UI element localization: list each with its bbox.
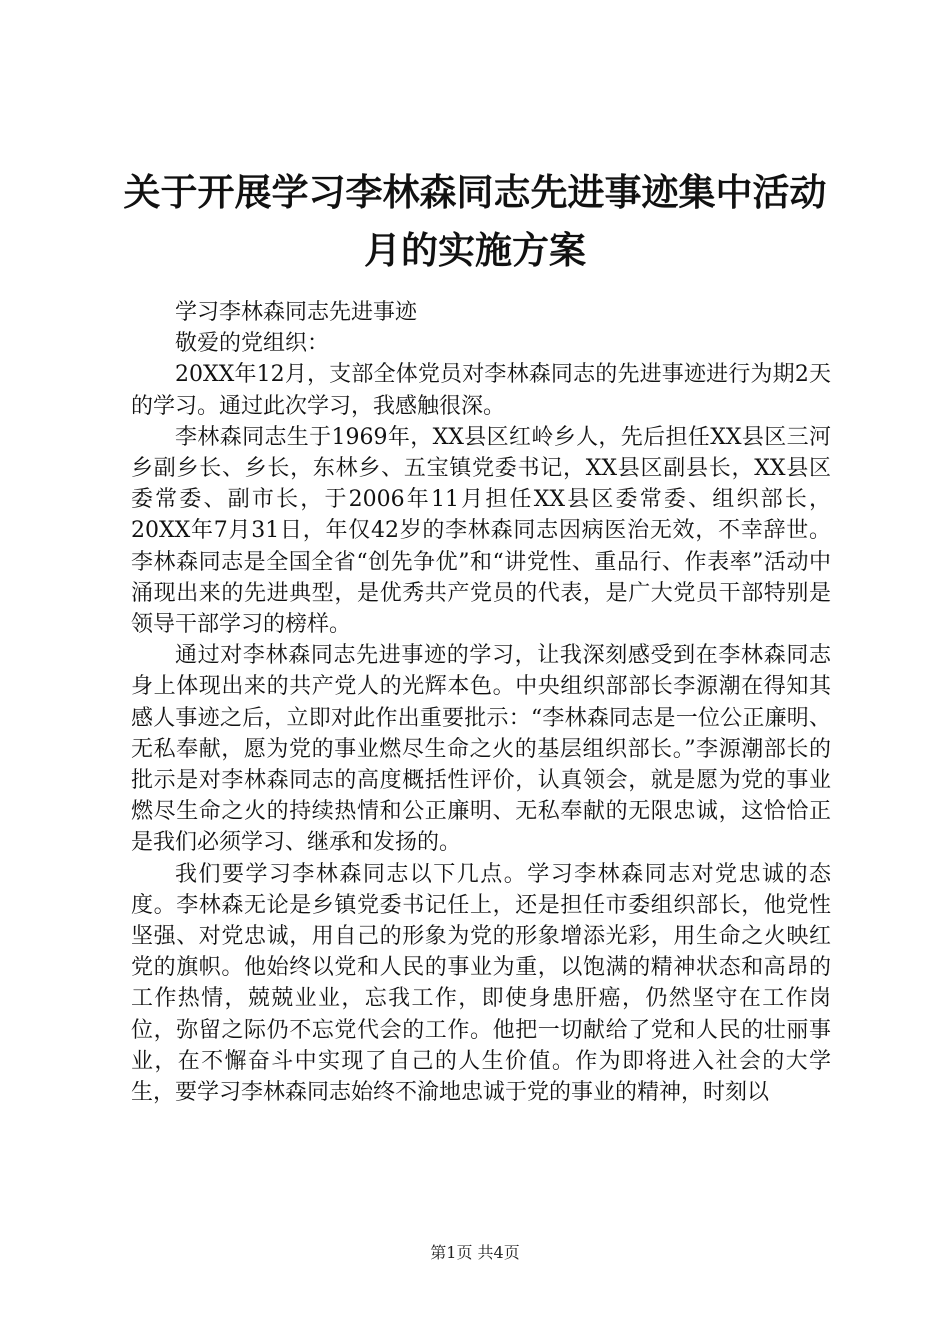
subtitle-line: 学习李林森同志先进事迹 — [175, 300, 418, 325]
paragraph-1: 20XX年12月，支部全体党员对李林森同志的先进事迹进行为期2天的学习。通过此次学习，我感触很深。 — [131, 362, 831, 419]
page-number-footer: 第1页 共4页 — [430, 1243, 520, 1262]
salutation: 敬爱的党组织： — [175, 331, 330, 357]
paragraph-2: 李林森同志生于1969年，XX县区红岭乡人，先后担任XX县区三河乡副乡长、乡长，东林乡、五宝镇党委书记，XX县区副县长，XX县区委常委、副市长，于2006年11月担任XX县区委常委、组织部长，20XX年7月31日，年仅42岁的李林森同志因病医治无效，不幸辞世。李林森同志是全国全省“创先争优”和“讲党性、重品行、作表率”活动中涌现出来的先进典型，是优秀共产党员的代表，是广大党员干部特别是领导干部学习的榜样。 — [131, 424, 831, 638]
paragraph-4: 我们要学习李林森同志以下几点。学习李林森同志对党忠诚的态度。李林森无论是乡镇党委书记任上，还是担任市委组织部长，他党性坚强、对党忠诚，用自己的形象为党的形象增添光彩，用生命之火映红党的旗帜。他始终以党和人民的事业为重，以饱满的精神状态和高昂的工作热情，兢兢业业，忘我工作，即使身患肝癌，仍然坚守在工作岗位，弥留之际仍不忘党代会的工作。他把一切献给了党和人民的壮丽事业，在不懈奋斗中实现了自己的人生价值。作为即将进入社会的大学生，要学习李林森同志始终不渝地忠诚于党的事业的精神，时刻以 — [131, 861, 831, 1106]
document-body — [131, 297, 831, 1108]
document-title: 关于开展学习李林森同志先进事迹集中活动月的实施方案 — [123, 170, 827, 272]
paragraph-3: 通过对李林森同志先进事迹的学习，让我深刻感受到在李林森同志身上体现出来的共产党人的光辉本色。中央组织部部长李源潮在得知其感人事迹之后，立即对此作出重要批示：“李林森同志是一位公正廉明、无私奉献，愿为党的事业燃尽生命之火的基层组织部长。”李源潮部长的批示是对李林森同志的高度概括性评价，认真领会，就是愿为党的事业燃尽生命之火的持续热情和公正廉明、无私奉献的无限忠诚，这恰恰正是我们必须学习、继承和发扬的。 — [131, 643, 831, 856]
